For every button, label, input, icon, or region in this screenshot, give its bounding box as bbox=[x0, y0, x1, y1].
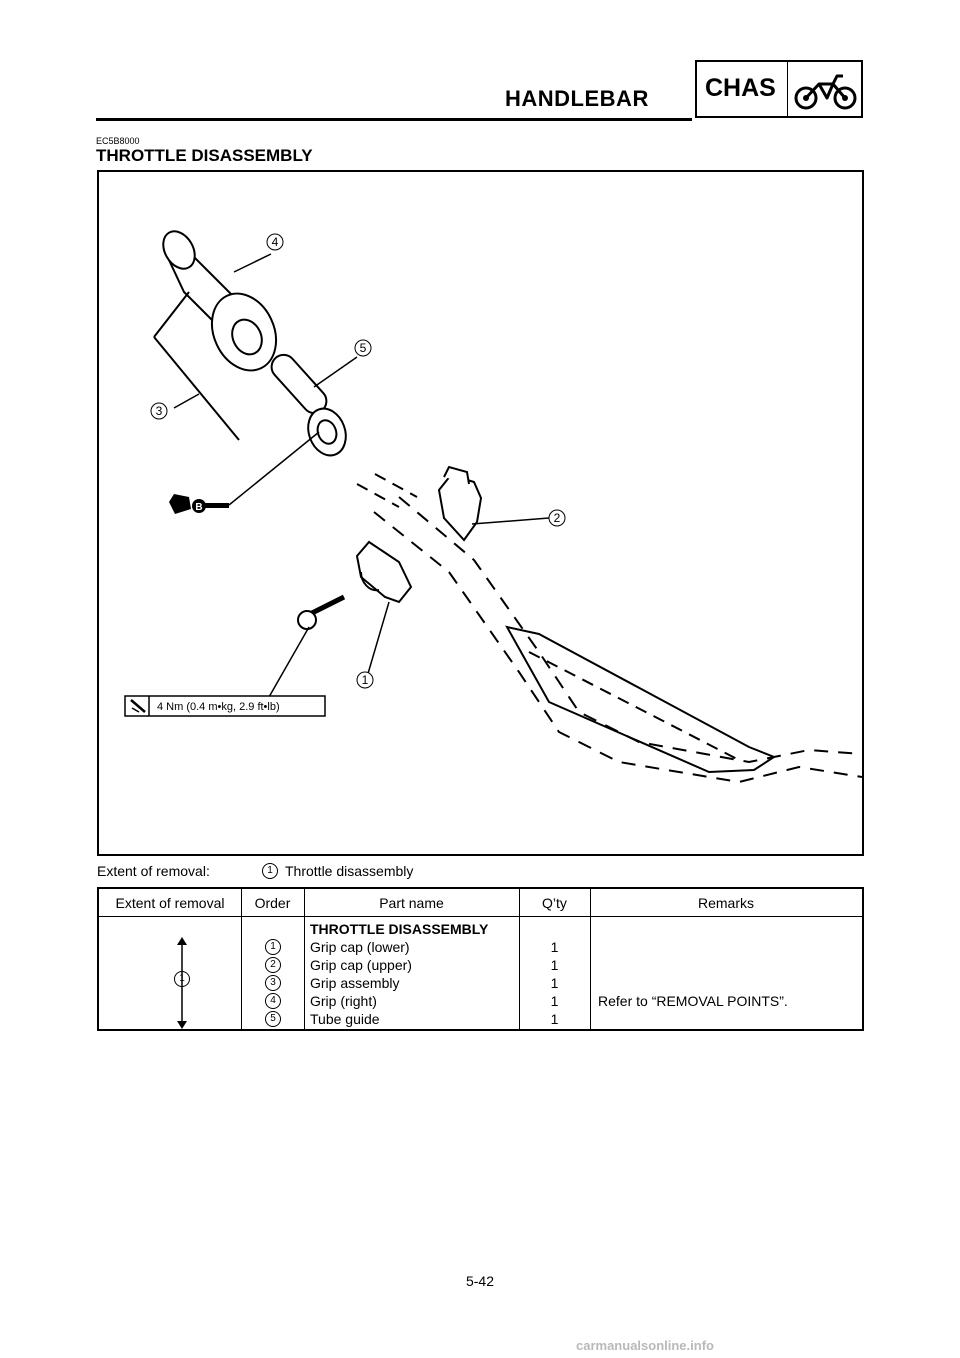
page-header-title: HANDLEBAR bbox=[505, 86, 649, 111]
callout-2: 2 bbox=[553, 511, 561, 525]
callout-5: 5 bbox=[359, 341, 367, 355]
section-badge bbox=[695, 60, 863, 118]
part-qty: 1 bbox=[550, 1011, 559, 1027]
order-number: 1 bbox=[265, 939, 281, 955]
lube-symbol: B bbox=[195, 502, 203, 513]
col-header-remarks: Remarks bbox=[697, 895, 754, 911]
part-remarks: Refer to “REMOVAL POINTS”. bbox=[598, 993, 788, 1009]
watermark: carmanualsonline.info bbox=[576, 1338, 714, 1353]
order-number: 3 bbox=[265, 975, 281, 991]
part-name: Grip cap (lower) bbox=[310, 939, 410, 955]
doc-code: EC5B8000 bbox=[96, 136, 140, 146]
col-header-order: Order bbox=[254, 895, 291, 911]
table-extent-number: 1 bbox=[174, 971, 190, 987]
diagram-drawing bbox=[99, 172, 862, 854]
part-name: Grip (right) bbox=[310, 993, 377, 1009]
table-header-rule bbox=[99, 916, 862, 917]
torque-spec: 4 Nm (0.4 m•kg, 2.9 ft•lb) bbox=[157, 701, 280, 713]
part-qty: 1 bbox=[550, 975, 559, 991]
callout-4: 4 bbox=[271, 235, 279, 249]
header-rule bbox=[96, 118, 692, 121]
extent-number: 1 bbox=[262, 863, 278, 879]
page-number: 5-42 bbox=[465, 1273, 495, 1289]
order-number: 4 bbox=[265, 993, 281, 1009]
callout-3: 3 bbox=[155, 404, 163, 418]
part-qty: 1 bbox=[550, 939, 559, 955]
extent-text: Throttle disassembly bbox=[285, 863, 414, 879]
part-name: Grip cap (upper) bbox=[310, 957, 412, 973]
part-qty: 1 bbox=[550, 957, 559, 973]
group-title: THROTTLE DISASSEMBLY bbox=[310, 921, 489, 937]
order-number: 2 bbox=[265, 957, 281, 973]
parts-table bbox=[97, 887, 864, 1031]
badge-divider bbox=[787, 62, 788, 116]
motorcycle-icon bbox=[793, 68, 859, 112]
part-name: Grip assembly bbox=[310, 975, 400, 991]
part-qty: 1 bbox=[550, 993, 559, 1009]
col-header-qty: Q’ty bbox=[542, 895, 567, 911]
extent-label: Extent of removal: bbox=[97, 863, 210, 879]
order-number: 5 bbox=[265, 1011, 281, 1027]
section-title: THROTTLE DISASSEMBLY bbox=[96, 146, 313, 165]
col-header-extent: Extent of removal bbox=[115, 895, 225, 911]
exploded-diagram bbox=[97, 170, 864, 856]
part-name: Tube guide bbox=[310, 1011, 380, 1027]
callout-1: 1 bbox=[361, 673, 369, 687]
col-header-part: Part name bbox=[379, 895, 444, 911]
section-code: CHAS bbox=[705, 74, 776, 102]
